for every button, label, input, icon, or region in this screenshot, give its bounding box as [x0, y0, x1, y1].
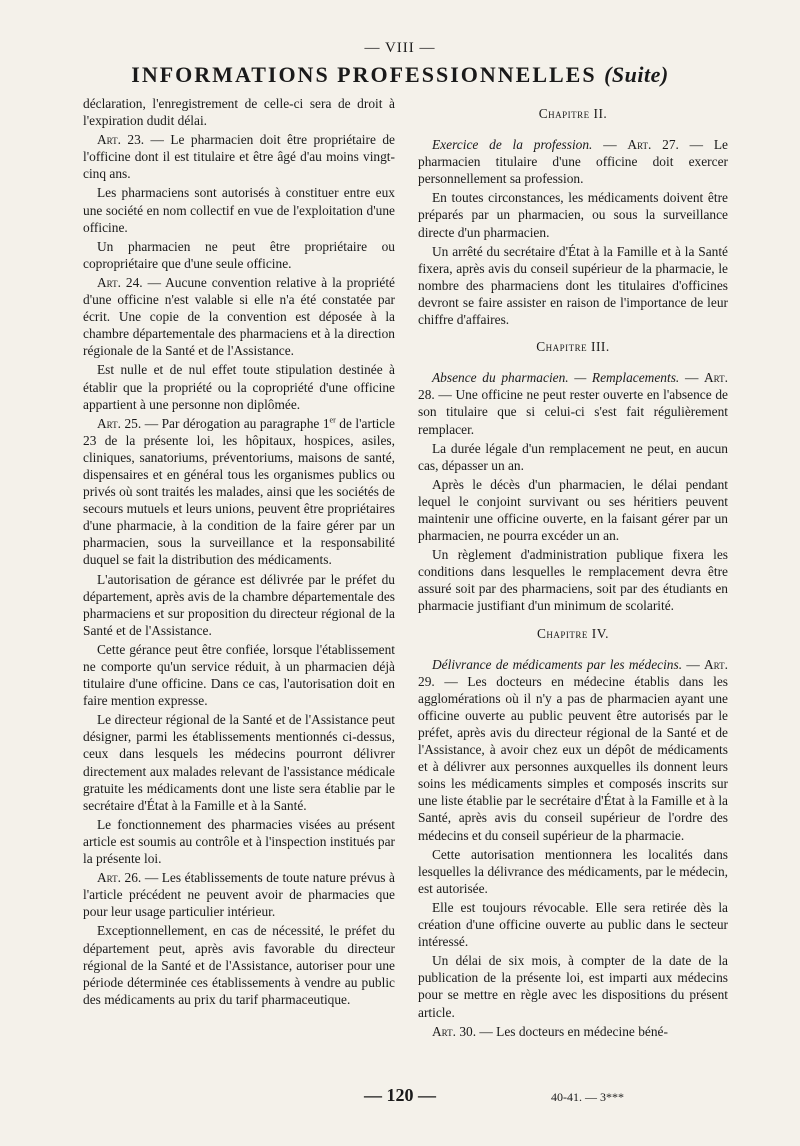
article-text: — Aucune convention relative à la propriété d'une officine n'est valable si elle n'a été constatée par écrit. Une copie de la convention est déposée à la chambre départementale des pharmaciens et à la direction régionale de la Santé et de l'Assistance. — [83, 274, 395, 359]
paragraph: Est nulle et de nul effet toute stipulation destinée à établir que la propriété ou la copropriété d'une officine appartient à une personne non diplômée. — [83, 362, 395, 412]
heading-title: INFORMATIONS PROFESSIONNELLES — [131, 62, 597, 87]
article-23 — [83, 131, 395, 182]
heading-suite: (Suite) — [604, 62, 669, 87]
paragraph: Elle est toujours révocable. Elle sera retirée dès la création d'une officine ouverte au public dans le secteur intéressé. — [418, 899, 728, 950]
page-heading — [0, 62, 800, 88]
page-number: — 120 — — [364, 1085, 436, 1105]
article-label: Art. 23. — [97, 132, 145, 148]
article-label: Art. 29. — [418, 656, 728, 689]
paragraph: Les pharmaciens sont autorisés à constituer entre eux une société en nom collectif en vue de l'exploitation d'une officine. — [83, 185, 395, 235]
article-label: Art. 28. — [418, 370, 728, 403]
paragraph: Cette gérance peut être confiée, lorsque l'établissement ne comporte qu'un service réduit, à un pharmacien déjà titulaire d'une officine. Dans ce cas, l'autorisation doit en faire mention expresse. — [83, 641, 395, 709]
article-text: — Le pharmacien doit être propriétaire de l'officine dont il est titulaire et être âgé d'au moins vingt-cinq ans. — [83, 132, 395, 182]
paragraph: Après le décès d'un pharmacien, le délai pendant lequel le conjoint survivant ou ses héritiers peuvent maintenir une officine ouverte, en la faisant gérer par un pharmacien, ne pourra excéder un an. — [418, 476, 728, 544]
chapter-2-heading: Chapitre II. — [538, 106, 608, 121]
article-text: — Le pharmacien titulaire d'une officine doit exercer personnellement sa profession. — [418, 137, 728, 187]
article-text: — Une officine ne peut rester ouverte en l'absence de son titulaire que si celui-ci s'est fait régulièrement remplacer. — [418, 387, 728, 437]
article-29: Délivrance de médicaments par les médecins. — Art. 29. — Les docteurs en médecine établis dans les agglomérations où il n'y a pas de pharmacien ayant une officine ouverte au public peuvent être autorisés par le préfet, après avis du directeur régional de la Santé et de l'Assistance, à avoir chez eux un dépôt de médicaments et à délivrer aux personnes auxquelles ils donnent leurs soins les médicaments simples et composés inscrits sur une liste établie par le secrétaire d'État à la Famille et à la Santé, après avis du conseil supérieur de l'ordre des médecins et du conseil supérieur de la pharmacie. — [418, 656, 728, 843]
paragraph: déclaration, l'enregistrement de celle-ci sera de droit à l'expiration dudit délai. — [83, 96, 395, 129]
chapter-subtitle: Exercice de la profession. — [432, 137, 593, 153]
article-25 — [83, 415, 395, 569]
article-27: Exercice de la profession. — Art. 27. — Le pharmacien titulaire d'une officine doit exercer personnellement sa profession. — [418, 137, 728, 187]
article-text: — Les docteurs en médecine béné- — [476, 1023, 668, 1039]
article-text-cont: de l'article 23 de la présente loi, les hôpitaux, hospices, asiles, cliniques, sanatoriums, préventoriums, maisons de santé, dispensaires et en général tous les organismes publics ou privés où sont traités les malades, ainsi que les sociétés de secours mutuels et leurs unions, peuvent être propriétaires d'une pharmacie, à la condition de la faire gérer par un pharmacien, sous la surveillance et la responsabilité duquel se fait la distribution des médicaments. — [83, 415, 395, 568]
paragraph: Le directeur régional de la Santé et de l'Assistance peut désigner, parmi les établissements mentionnés ci-dessus, ceux dans lesquels les médecins pourront délivrer directement aux malades relevant de l'assistance médicale gratuite les médicaments dont une liste sera établie par le secrétaire d'État à la Famille et à la Santé. — [83, 712, 395, 813]
paragraph: Un arrêté du secrétaire d'État à la Famille et à la Santé fixera, après avis du conseil supérieur de la pharmacie, le nombre des pharmaciens dont les titulaires d'officines devront se faire assister en raison de l'importance de leur chiffre d'affaires. — [418, 243, 728, 328]
article-label: Art. 24. — [97, 274, 143, 290]
paragraph: Cette autorisation mentionnera les localités dans lesquelles la délivrance des médicaments, par le médecin, est autorisée. — [418, 846, 728, 896]
left-column — [83, 95, 395, 1010]
article-label: Art. 30. — [432, 1023, 477, 1039]
superscript: er — [329, 415, 336, 425]
chapter-subtitle: Délivrance de médicaments par les médecins. — [432, 656, 683, 672]
paragraph: Le fonctionnement des pharmacies visées au présent article est soumis au contrôle et à l'inspection institués par la présente loi. — [83, 816, 395, 867]
article-label: Art. 25. — [97, 415, 142, 431]
right-column — [418, 95, 728, 1042]
issue-code: 40-41. — 3*** — [551, 1090, 624, 1104]
chapter-4-heading: Chapitre IV. — [536, 625, 610, 641]
paragraph: Un règlement d'administration publique fixera les conditions dans lesquelles le remplacement devra être assuré soit par des pharmaciens, soit par des étudiants en pharmacie justifiant d'un minimum de scolarité. — [418, 547, 728, 614]
chapter-subtitle: Absence du pharmacien. — Remplacements. — [432, 370, 680, 386]
article-28: Absence du pharmacien. — Remplacements. — Art. 28. — Une officine ne peut rester ouverte en l'absence de son titulaire que si celui-ci s'est fait régulièrement remplacer. — [418, 370, 728, 437]
chapter-3-heading: Chapitre III. — [536, 339, 610, 355]
paragraph: La durée légale d'un remplacement ne peut, en aucun cas, dépasser un an. — [418, 440, 728, 473]
paragraph: L'autorisation de gérance est délivrée par le préfet du département, après avis de la chambre départementale des pharmaciens et sur proposition du directeur régional de la Santé et de l'Assistance. — [83, 571, 395, 638]
article-text: — Les docteurs en médecine établis dans les agglomérations où il n'y a pas de pharmacien ayant une officine ouverte au public peuvent être autorisés par le préfet, après avis du directeur régional de la Santé et de l'Assistance, à avoir chez eux un dépôt de médicaments et à délivrer aux personnes auxquelles ils donnent leurs soins les médicaments simples et composés inscrits sur une liste établie par le secrétaire d'État à la Famille et à la Santé, après avis du conseil supérieur de l'ordre des médecins et du conseil supérieur de la pharmacie. — [418, 673, 728, 843]
paragraph: Un délai de six mois, à compter de la date de la publication de la présente loi, est imparti aux médecins pour se mettre en règle avec les dispositions du présent article. — [418, 953, 728, 1020]
paragraph: Un pharmacien ne peut être propriétaire ou copropriétaire que d'une seule officine. — [83, 238, 395, 271]
article-24 — [83, 274, 395, 359]
page-roman-numeral: — VIII — — [364, 40, 436, 56]
paragraph: En toutes circonstances, les médicaments doivent être préparés par un pharmacien, ou sous la surveillance directe d'un pharmacien. — [418, 190, 728, 240]
article-26 — [83, 869, 395, 920]
article-30 — [418, 1023, 728, 1040]
article-label: Art. 26. — [97, 870, 142, 886]
paragraph: Exceptionnellement, en cas de nécessité, le préfet du département peut, après avis favorable du directeur régional de la Santé et de l'Assistance, autoriser pour une période déterminée ces établissements à vendre au public des médicaments au prix du tarif pharmaceutique. — [83, 923, 395, 1007]
article-text: — Par dérogation au paragraphe 1 — [141, 415, 330, 431]
article-label: Art. 27. — [627, 137, 679, 153]
article-text: — Les établissements de toute nature prévus à l'article précédent ne peuvent avoir de pharmacies que pour leur usage particulier intérieur. — [83, 870, 395, 920]
